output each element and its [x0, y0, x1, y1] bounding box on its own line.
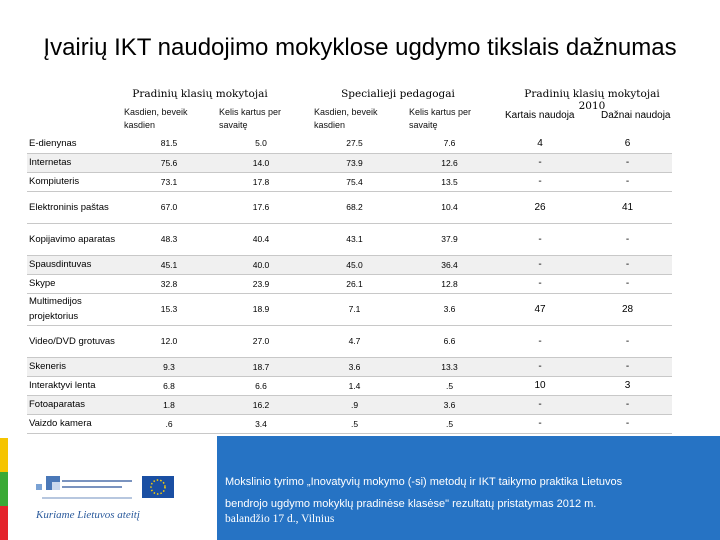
cell-value: 18.7	[215, 357, 307, 376]
cell-value: 1.8	[123, 395, 215, 414]
row-label: Kompiuteris	[27, 172, 123, 191]
cell-value: 67.0	[123, 191, 215, 223]
cell-value: 3	[583, 376, 672, 395]
subheader-weekly-2: Kelis kartus per savaitę	[409, 107, 472, 130]
row-label: Multimedijos projektorius	[27, 293, 123, 325]
cell-value: -	[583, 414, 672, 433]
cell-value: -	[583, 223, 672, 255]
row-label: Spausdintuvas	[27, 255, 123, 274]
cell-value: -	[497, 274, 583, 293]
subheader-daily-1: Kasdien, beveik kasdien	[124, 107, 188, 130]
table-row	[27, 395, 672, 414]
cell-value: .5	[402, 376, 497, 395]
cell-value: 6.6	[402, 325, 497, 357]
cell-value: 13.3	[402, 357, 497, 376]
group-header-primary-teachers-2010: Pradinių klasių mokytojai 2010	[524, 88, 660, 112]
logo-caption: Kuriame Lietuvos ateitį	[36, 509, 140, 521]
subheader-often: Dažnai naudoja	[601, 110, 671, 121]
cell-value: 27.0	[215, 325, 307, 357]
subheader-sometimes: Kartais naudoja	[505, 110, 575, 121]
cell-value: -	[583, 325, 672, 357]
cell-value: -	[497, 255, 583, 274]
cell-value: -	[497, 172, 583, 191]
cell-value: 37.9	[402, 223, 497, 255]
footer-line-1: Mokslinio tyrimo „Inovatyvių mokymo (-si) metodų ir IKT taikymo praktika Lietuvos	[225, 476, 623, 488]
cell-value: 73.1	[123, 172, 215, 191]
row-label: Kopijavimo aparatas	[27, 223, 123, 255]
row-label: Fotoaparatas	[27, 395, 123, 414]
cell-value: 47	[497, 293, 583, 325]
cell-value: -	[583, 172, 672, 191]
cell-value: -	[583, 153, 672, 172]
row-label: Vaizdo kamera	[27, 414, 123, 433]
row-label: E-dienynas	[27, 134, 123, 153]
cell-value: 43.1	[307, 223, 402, 255]
cell-value: 10	[497, 376, 583, 395]
cell-value: .6	[123, 414, 215, 433]
cell-value: 3.4	[215, 414, 307, 433]
cell-value: -	[497, 153, 583, 172]
cell-value: 7.6	[402, 134, 497, 153]
footer-line-3: balandžio 17 d., Vilnius	[225, 513, 335, 525]
cell-value: 18.9	[215, 293, 307, 325]
cell-value: 6.6	[215, 376, 307, 395]
table-row	[27, 191, 672, 223]
row-label: Skype	[27, 274, 123, 293]
cell-value: 45.0	[307, 255, 402, 274]
cell-value: 68.2	[307, 191, 402, 223]
cell-value: 48.3	[123, 223, 215, 255]
cell-value: 40.4	[215, 223, 307, 255]
cell-value: 40.0	[215, 255, 307, 274]
cell-value: .5	[307, 414, 402, 433]
cell-value: 75.6	[123, 153, 215, 172]
cell-value: 12.6	[402, 153, 497, 172]
group-header-primary-teachers: Pradinių klasių mokytojai	[132, 88, 268, 100]
cell-value: -	[583, 395, 672, 414]
cell-value: 36.4	[402, 255, 497, 274]
row-label: Interaktyvi lenta	[27, 376, 123, 395]
cell-value: 5.0	[215, 134, 307, 153]
cell-value: 14.0	[215, 153, 307, 172]
funding-logos	[32, 470, 180, 528]
cell-value: -	[583, 357, 672, 376]
cell-value: -	[583, 255, 672, 274]
row-label: Video/DVD grotuvas	[27, 325, 123, 357]
usage-table	[27, 134, 672, 434]
table-row	[27, 293, 672, 325]
cell-value: 12.0	[123, 325, 215, 357]
eu-flag-icon	[142, 476, 174, 498]
cell-value: 75.4	[307, 172, 402, 191]
cell-value: 16.2	[215, 395, 307, 414]
cell-value: 9.3	[123, 357, 215, 376]
subheader-daily-2: Kasdien, beveik kasdien	[314, 107, 378, 130]
cell-value: 4.7	[307, 325, 402, 357]
footer-band	[217, 436, 720, 540]
cell-value: 13.5	[402, 172, 497, 191]
cell-value: -	[583, 274, 672, 293]
table-row	[27, 134, 672, 153]
cell-value: 12.8	[402, 274, 497, 293]
table-row	[27, 325, 672, 357]
cell-value: -	[497, 395, 583, 414]
cell-value: .5	[402, 414, 497, 433]
cell-value: 41	[583, 191, 672, 223]
cell-value: 7.1	[307, 293, 402, 325]
cell-value: 4	[497, 134, 583, 153]
cell-value: 17.6	[215, 191, 307, 223]
row-label: Elektroninis paštas	[27, 191, 123, 223]
cell-value: 45.1	[123, 255, 215, 274]
table-row	[27, 357, 672, 376]
cell-value: -	[497, 325, 583, 357]
cell-value: 23.9	[215, 274, 307, 293]
cell-value: 32.8	[123, 274, 215, 293]
table-row	[27, 414, 672, 433]
cell-value: -	[497, 223, 583, 255]
row-label: Internetas	[27, 153, 123, 172]
cell-value: 3.6	[307, 357, 402, 376]
cell-value: 10.4	[402, 191, 497, 223]
slide-title: Įvairių IKT naudojimo mokyklose ugdymo tikslais dažnumas	[43, 34, 677, 61]
cell-value: 3.6	[402, 395, 497, 414]
table-row	[27, 274, 672, 293]
table-row	[27, 153, 672, 172]
ministry-logo	[36, 476, 132, 498]
table-row	[27, 376, 672, 395]
cell-value: 28	[583, 293, 672, 325]
color-stripes	[0, 438, 8, 540]
cell-value: 15.3	[123, 293, 215, 325]
group-header-special-educators: Specialieji pedagogai	[341, 88, 455, 100]
subheader-weekly-1: Kelis kartus per savaitę	[219, 107, 282, 130]
cell-value: 26	[497, 191, 583, 223]
cell-value: -	[497, 357, 583, 376]
cell-value: 1.4	[307, 376, 402, 395]
cell-value: 3.6	[402, 293, 497, 325]
footer-line-2: bendrojo ugdymo mokyklų pradinėse klasėse" rezultatų pristatymas 2012 m.	[225, 498, 597, 510]
cell-value: -	[497, 414, 583, 433]
table-row	[27, 223, 672, 255]
cell-value: 6.8	[123, 376, 215, 395]
row-label: Skeneris	[27, 357, 123, 376]
cell-value: 17.8	[215, 172, 307, 191]
cell-value: 81.5	[123, 134, 215, 153]
cell-value: 26.1	[307, 274, 402, 293]
cell-value: 27.5	[307, 134, 402, 153]
table-row	[27, 172, 672, 191]
cell-value: .9	[307, 395, 402, 414]
cell-value: 73.9	[307, 153, 402, 172]
cell-value: 6	[583, 134, 672, 153]
table-row	[27, 255, 672, 274]
